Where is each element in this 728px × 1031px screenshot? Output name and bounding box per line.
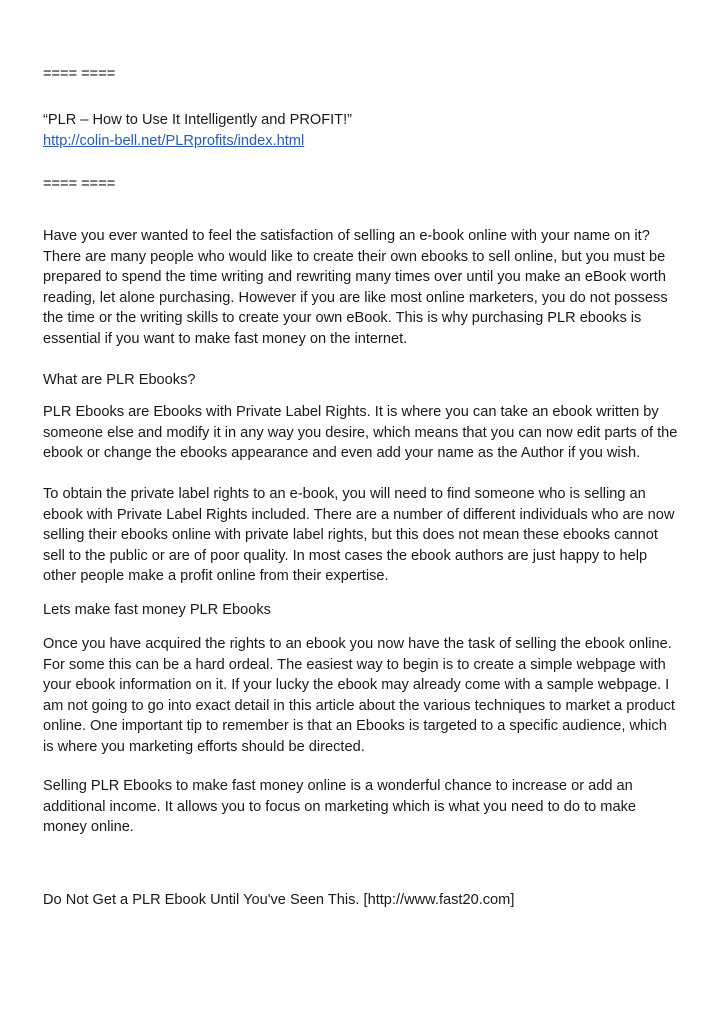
paragraph-3 [43, 484, 693, 587]
text-line: is where you marketing efforts should be directed. [43, 738, 365, 755]
source-link[interactable]: http://colin-bell.net/PLRprofits/index.html [43, 132, 305, 149]
text-line: To obtain the private label rights to an e-book, you will need to find someone who is selling an [43, 486, 646, 502]
text-line: PLR Ebooks are Ebooks with Private Label Rights. It is where you can take an ebook written by [43, 404, 659, 420]
paragraph-2 [43, 402, 693, 464]
text-line: There are many people who would like to create their own ebooks to sell online, but you must be [43, 248, 666, 265]
paragraph-4 [43, 634, 693, 757]
text-line: prepared to spend the time writing and rewriting many times over until you make an eBook worth [43, 269, 666, 285]
text-line: For some this can be a hard ordeal. The easiest way to begin is to create a simple webpage with [43, 656, 666, 673]
text-line: money online. [43, 819, 134, 835]
text-line: selling their ebooks online with private label rights, but this does not mean these ebooks cannot [43, 527, 658, 543]
text-line: Once you have acquired the rights to an ebook you now have the task of selling the ebook online. [43, 636, 672, 652]
section-heading: Lets make fast money PLR Ebooks [43, 602, 271, 618]
text-line: Have you ever wanted to feel the satisfaction of selling an e-book online with your name on it? [43, 228, 650, 244]
text-line: essential if you want to make fast money on the internet. [43, 330, 408, 347]
separator-text: ==== ==== [43, 176, 116, 192]
paragraph-5 [43, 776, 693, 838]
text-line: ebook or change the ebooks appearance and even add your name as the Author if you wish. [43, 445, 641, 461]
heading-fast-money [43, 600, 693, 621]
text-line: your ebook information on it. If your lucky the ebook may already come with a sample webpage. I [43, 677, 670, 693]
text-line: other people make a profit online from their expertise. [43, 568, 389, 584]
header-separator-top [43, 64, 693, 85]
text-line: someone else and modify it in any way you desire, which means that you can now edit parts of the [43, 424, 678, 441]
text-line: additional income. It allows you to focus on marketing which is what you need to do to make [43, 798, 636, 815]
separator-text: ==== ==== [43, 66, 116, 82]
section-heading: What are PLR Ebooks? [43, 372, 196, 388]
paragraph-1 [43, 226, 693, 349]
text-line: online. One important tip to remember is that an Ebooks is targeted to a specific audience, which [43, 718, 667, 734]
text-line: reading, let alone purchasing. However if you are like most online marketers, you do not possess [43, 289, 668, 306]
text-line: ebook with Private Label Rights included. There are a number of different individuals who are now [43, 506, 675, 523]
text-line: sell to the public or are of poor quality. In most cases the ebook authors are just happy to help [43, 547, 648, 564]
article-title-quote: “PLR – How to Use It Intelligently and PROFIT!” [43, 112, 353, 128]
promo-text: Do Not Get a PLR Ebook Until You've Seen This. [http://www.fast20.com] [43, 892, 515, 908]
header-title-block [43, 110, 693, 151]
text-line: Selling PLR Ebooks to make fast money online is a wonderful chance to increase or add an [43, 778, 633, 794]
heading-what-are-plr [43, 370, 693, 391]
header-separator-bottom [43, 174, 693, 195]
text-line: am not going to go into exact detail in this article about the various techniques to market a product [43, 697, 675, 714]
footer-promo [43, 890, 693, 911]
text-line: the time or the writing skills to create your own eBook. This is why purchasing PLR ebooks is [43, 310, 642, 326]
